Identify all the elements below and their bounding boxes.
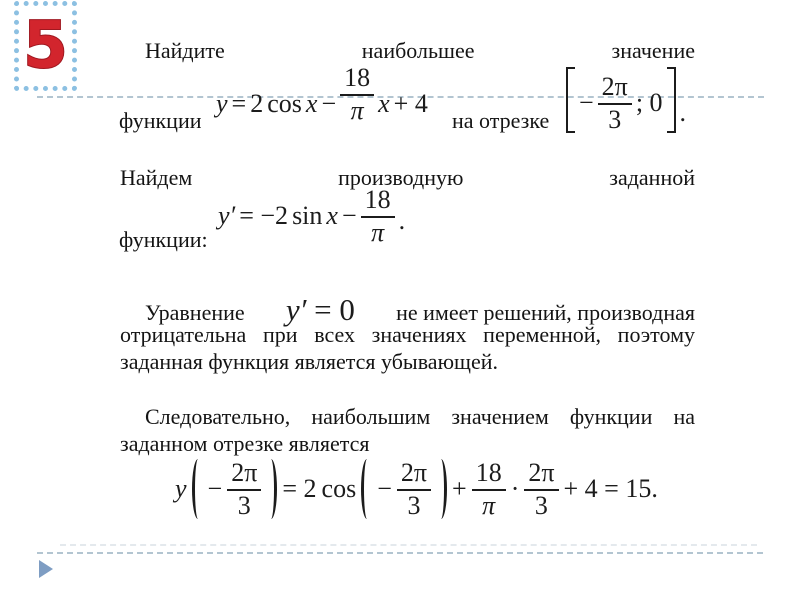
fraction-numerator: 2π [598,73,632,105]
close-paren-icon [436,459,447,519]
open-paren-icon [192,459,203,519]
formula-interval [566,64,686,136]
fraction-denominator: 3 [407,491,421,520]
open-paren-icon [361,459,372,519]
slide-number-box [14,1,77,91]
math-token: x [378,89,390,118]
paragraph3-line3: заданная функция является убывающей. [120,349,498,374]
fraction-numerator: 18 [361,186,395,218]
math-token: = [231,89,247,118]
math-token: + [452,474,467,503]
formula-function [216,63,428,126]
fraction [472,459,506,519]
math-token: x [305,89,318,118]
fraction-numerator: 2π [227,459,261,491]
paragraph2-line1: Найдем производную заданной [120,165,695,190]
fraction-denominator: π [482,491,496,520]
fraction-numerator: 2π [524,459,558,491]
next-slide-arrow-icon[interactable] [39,560,53,578]
paragraph1-function-label: функции [119,108,202,133]
paragraph3-line1-before: Уравнение [145,300,245,325]
math-token: + 4 [393,89,428,118]
math-token: − [377,474,392,503]
slide-number: 5 [23,9,68,83]
math-token: = 2 [282,474,317,503]
math-token: − [207,474,223,503]
math-token: cos [321,474,357,503]
fraction [524,459,558,519]
paragraph1-interval-label: на отрезке [452,108,550,133]
formula-value [175,456,658,522]
fraction-denominator: π [350,96,364,125]
math-token: . [679,98,687,127]
fraction-numerator: 18 [340,64,374,96]
paragraph4-line2: заданном отрезке является [120,431,370,456]
fraction-numerator: 18 [472,459,506,491]
math-token: ; 0 [635,88,663,117]
bottom-dashed-divider [37,552,763,554]
fraction [598,73,632,133]
fraction-denominator: 3 [534,491,548,520]
paragraph2-line2: функции: [119,227,208,252]
paragraph4-line1: Следовательно, наибольшим значением функции на [145,404,695,429]
paragraph3-line2: отрицательна при всех значениях переменной, поэтому [120,322,695,347]
math-token: sin [292,201,323,230]
fraction [340,64,374,124]
fraction-denominator: 3 [608,105,622,134]
fraction-denominator: π [371,218,385,247]
bottom-faint-divider [60,544,757,546]
math-token: = −2 [239,201,289,230]
math-token: y [216,89,228,118]
paragraph3-line1-after: не имеет решений, производная [396,300,695,325]
math-token: + 4 = 15. [563,474,658,503]
math-token: x [326,201,338,230]
math-token: · [510,474,520,503]
open-bracket-icon [566,67,575,133]
math-token: cos [267,89,302,118]
paragraph1-line1: Найдите наибольшее значение [145,38,695,63]
math-token: y [175,474,187,503]
math-token: = 0 [306,292,355,327]
close-paren-icon [266,459,277,519]
math-token: y′ [218,201,236,230]
fraction-numerator: 2π [397,459,431,491]
math-token: y′ [285,292,307,327]
math-token: − [321,89,337,118]
fraction [397,459,431,519]
formula-derivative [218,185,406,247]
math-token: . [398,206,406,235]
math-token: 2 [250,89,264,118]
math-token: − [579,88,594,117]
math-token: − [341,201,357,230]
close-bracket-icon [667,67,676,133]
fraction [361,186,395,246]
fraction-denominator: 3 [237,491,251,520]
fraction [227,459,261,519]
